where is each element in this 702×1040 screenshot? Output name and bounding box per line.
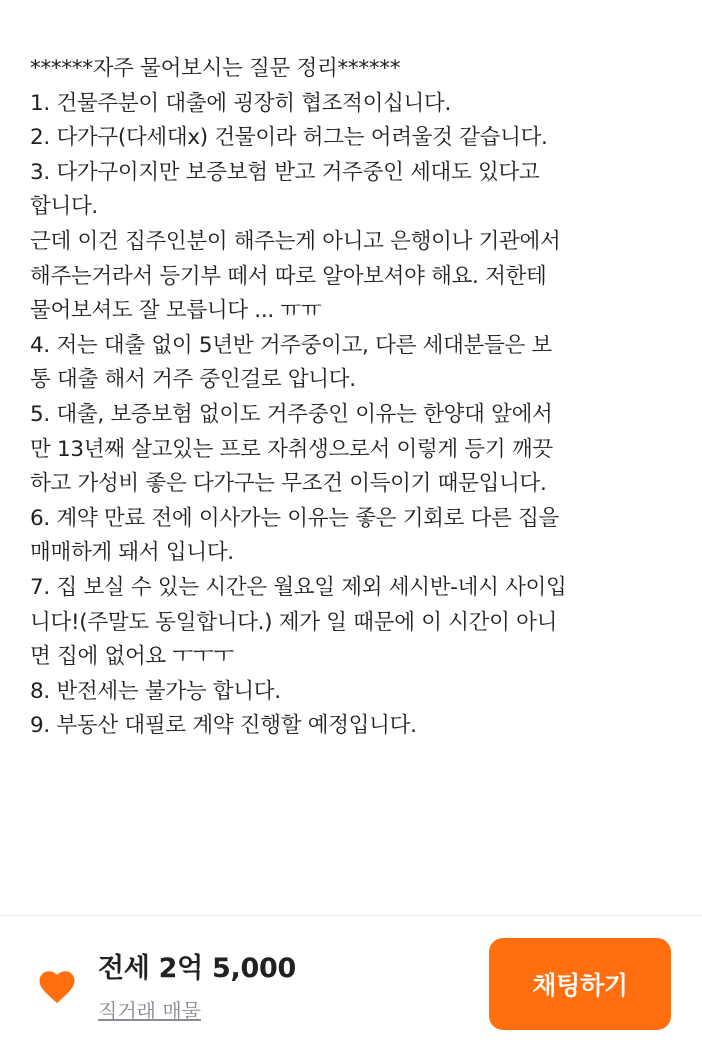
description-line: 만 13년째 살고있는 프로 자취생으로서 이렇게 등기 깨끗 (30, 436, 553, 462)
chat-button[interactable]: 채팅하기 (489, 938, 671, 1030)
description-line: 8. 반전세는 불가능 합니다. (30, 678, 281, 704)
description-line: 1. 건물주분이 대출에 굉장히 협조적이십니다. (30, 90, 452, 116)
description-line: 면 집에 없어요 ㅜㅜㅜ (30, 644, 234, 670)
deal-type-link[interactable]: 직거래 매물 (98, 999, 201, 1023)
like-button[interactable] (36, 966, 78, 1008)
description-line: 3. 다가구이지만 보증보험 받고 거주중인 세대도 있다고 (30, 159, 540, 185)
description-line: 7. 집 보실 수 있는 시간은 월요일 제외 세시반-네시 사이입 (30, 574, 567, 600)
description-line: ******자주 물어보시는 질문 정리****** (30, 56, 401, 81)
article-description (30, 52, 690, 744)
description-line: 5. 대출, 보증보험 없이도 거주중인 이유는 한양대 앞에서 (30, 401, 553, 427)
description-line: 근데 이건 집주인분이 해주는게 아니고 은행이나 기관에서 (30, 228, 561, 254)
bottom-action-bar (0, 915, 702, 1040)
description-line: 하고 가성비 좋은 다가구는 무조건 이득이기 때문입니다. (30, 471, 547, 497)
description-line: 9. 부동산 대필로 계약 진행할 예정입니다. (30, 713, 417, 739)
heart-icon (36, 966, 78, 1008)
description-line: 니다!(주말도 동일합니다.) 제가 일 때문에 이 시간이 아니 (30, 609, 558, 635)
description-line: 4. 저는 대출 없이 5년반 거주중이고, 다른 세대분들은 보 (30, 332, 552, 358)
description-line: 합니다. (30, 194, 98, 220)
description-line: 6. 계약 만료 전에 이사가는 이유는 좋은 기회로 다른 집을 (30, 505, 560, 531)
description-line: 매매하게 돼서 입니다. (30, 540, 234, 566)
description-line: 2. 다가구(다세대x) 건물이라 허그는 어려울것 같습니다. (30, 125, 548, 151)
price-label: 전세 2억 5,000 (98, 953, 296, 984)
description-line: 해주는거라서 등기부 떼서 따로 알아보셔야 해요. 저한테 (30, 263, 547, 289)
description-line: 물어보셔도 잘 모릅니다 ... ㅠㅠ (30, 298, 322, 324)
description-line: 통 대출 해서 거주 중인걸로 압니다. (30, 367, 356, 393)
